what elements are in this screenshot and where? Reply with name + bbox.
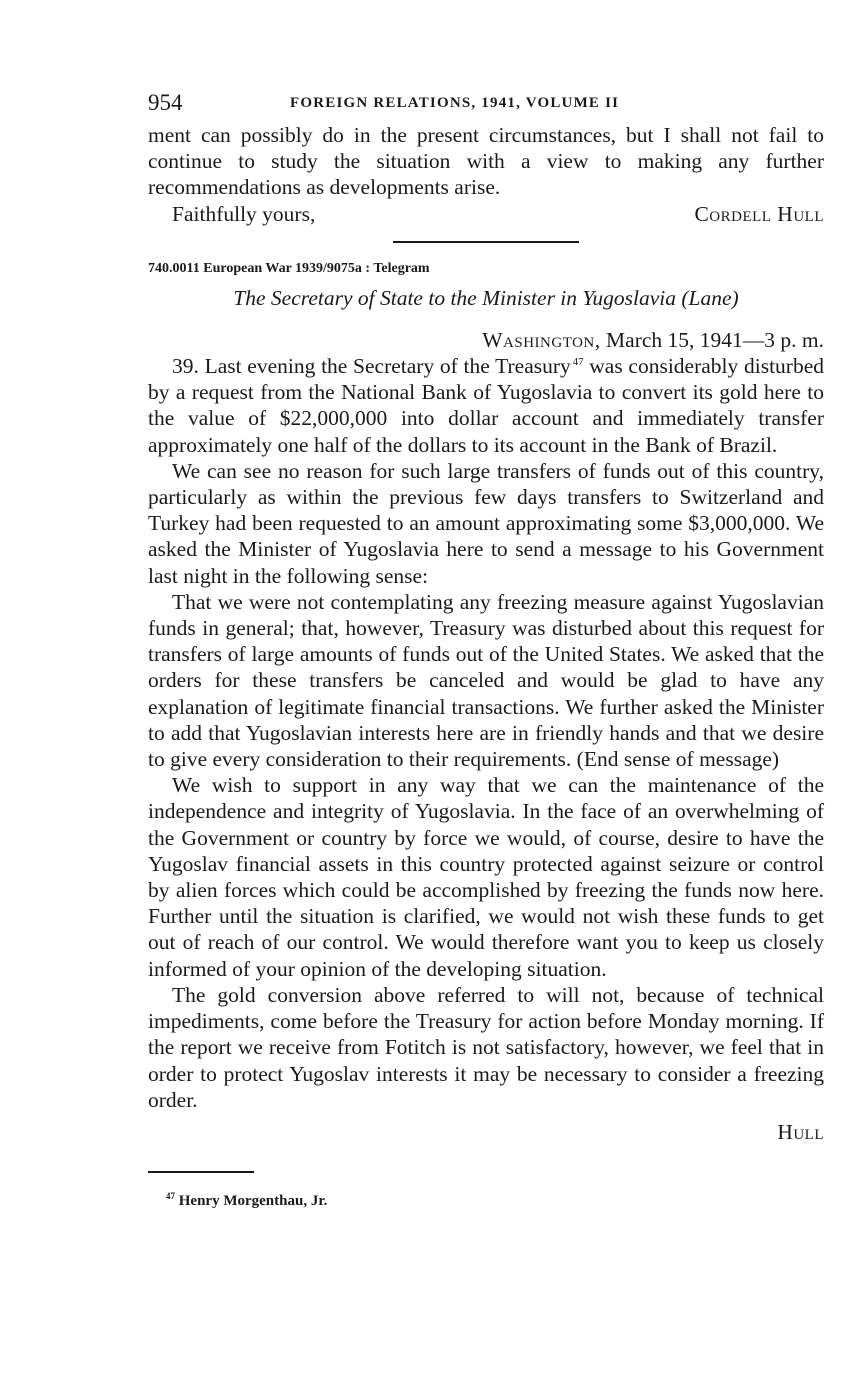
- body-paragraph-2: We can see no reason for such large transfers of funds out of this country, particularly as within the previous few days transfers to Switzerland and Turkey had been requested to an amount approximating some $3,000,000. We asked the Minister of Yugoslavia here to send a message to his Government last night in the following sense:: [148, 458, 824, 588]
- complimentary-close: Faithfully yours,: [172, 201, 316, 226]
- previous-document-continuation: ment can possibly do in the present circumstances, but I shall not fail to continue to study the situation with a view to making any further recommendations as developments arise.: [148, 123, 824, 200]
- document-title: The Secretary of State to the Minister in Yugoslavia (Lane): [233, 285, 739, 310]
- body-paragraph-4: We wish to support in any way that we can the maintenance of the independence and integrity of Yugoslavia. In the face of an overwhelming of the Government or country by force we would, of course, desire to have the Yugoslav financial assets in this country protected against seizure or control by alien forces which could be accomplished by freezing the funds now here. Further until the situation is clarified, we would not wish these funds to get out of reach of our control. We would therefore want you to keep us closely informed of your opinion of the developing situation.: [148, 773, 824, 981]
- body-paragraph-5: The gold conversion above referred to will not, because of technical impediments, come before the Treasury for action before Monday morning. If the report we receive from Fotitch is not satisfactory, however, we feel that in order to protect Yugoslav interests it may be necessary to consider a freezing order.: [148, 982, 824, 1112]
- footnote-divider: [148, 1171, 254, 1173]
- paragraph-1-lead: 39. Last evening the Secretary of the Treasury: [172, 354, 571, 379]
- footnote: [148, 1191, 824, 1211]
- dateline: [148, 327, 824, 353]
- previous-signer: Cordell Hull: [694, 201, 824, 226]
- signature: Hull: [777, 1119, 824, 1144]
- running-title: FOREIGN RELATIONS, 1941, VOLUME II: [290, 95, 620, 111]
- footnote-ref[interactable]: 47: [572, 356, 584, 369]
- file-reference: 740.0011 European War 1939/9075a : Telegram: [148, 260, 430, 276]
- section-divider: [393, 241, 579, 243]
- dateline-date: March 15, 1941—3 p. m.: [606, 327, 824, 352]
- document-page: [148, 88, 824, 1211]
- paragraph-1-rest: was considerably disturbed by a request from the National Bank of Yugoslavia to convert its gold here to the value of $22,000,000 into dollar account and immediately transfer approximately one half of the dollars to its account in the Bank of Brazil.: [148, 354, 825, 457]
- running-head: [148, 88, 824, 118]
- body-paragraph-1: [148, 353, 824, 458]
- body-paragraph-3: That we were not contemplating any freezing measure against Yugoslavian funds in general; that, however, Treasury was disturbed about this request for transfers of large amounts of funds out of the United States. We asked that the orders for these transfers be canceled and would be glad to have any explanation of legitimate financial transactions. We further asked the Minister to add that Yugoslavian interests here are in friendly hands and that we desire to give every consideration to their requirements. (End sense of message): [148, 589, 824, 772]
- page-number: 954: [148, 90, 183, 115]
- dateline-place: Washington,: [482, 327, 601, 352]
- footnote-number: 47: [166, 1191, 175, 1202]
- footnote-text: Henry Morgenthau, Jr.: [178, 1193, 328, 1210]
- previous-document-closing: [148, 201, 824, 227]
